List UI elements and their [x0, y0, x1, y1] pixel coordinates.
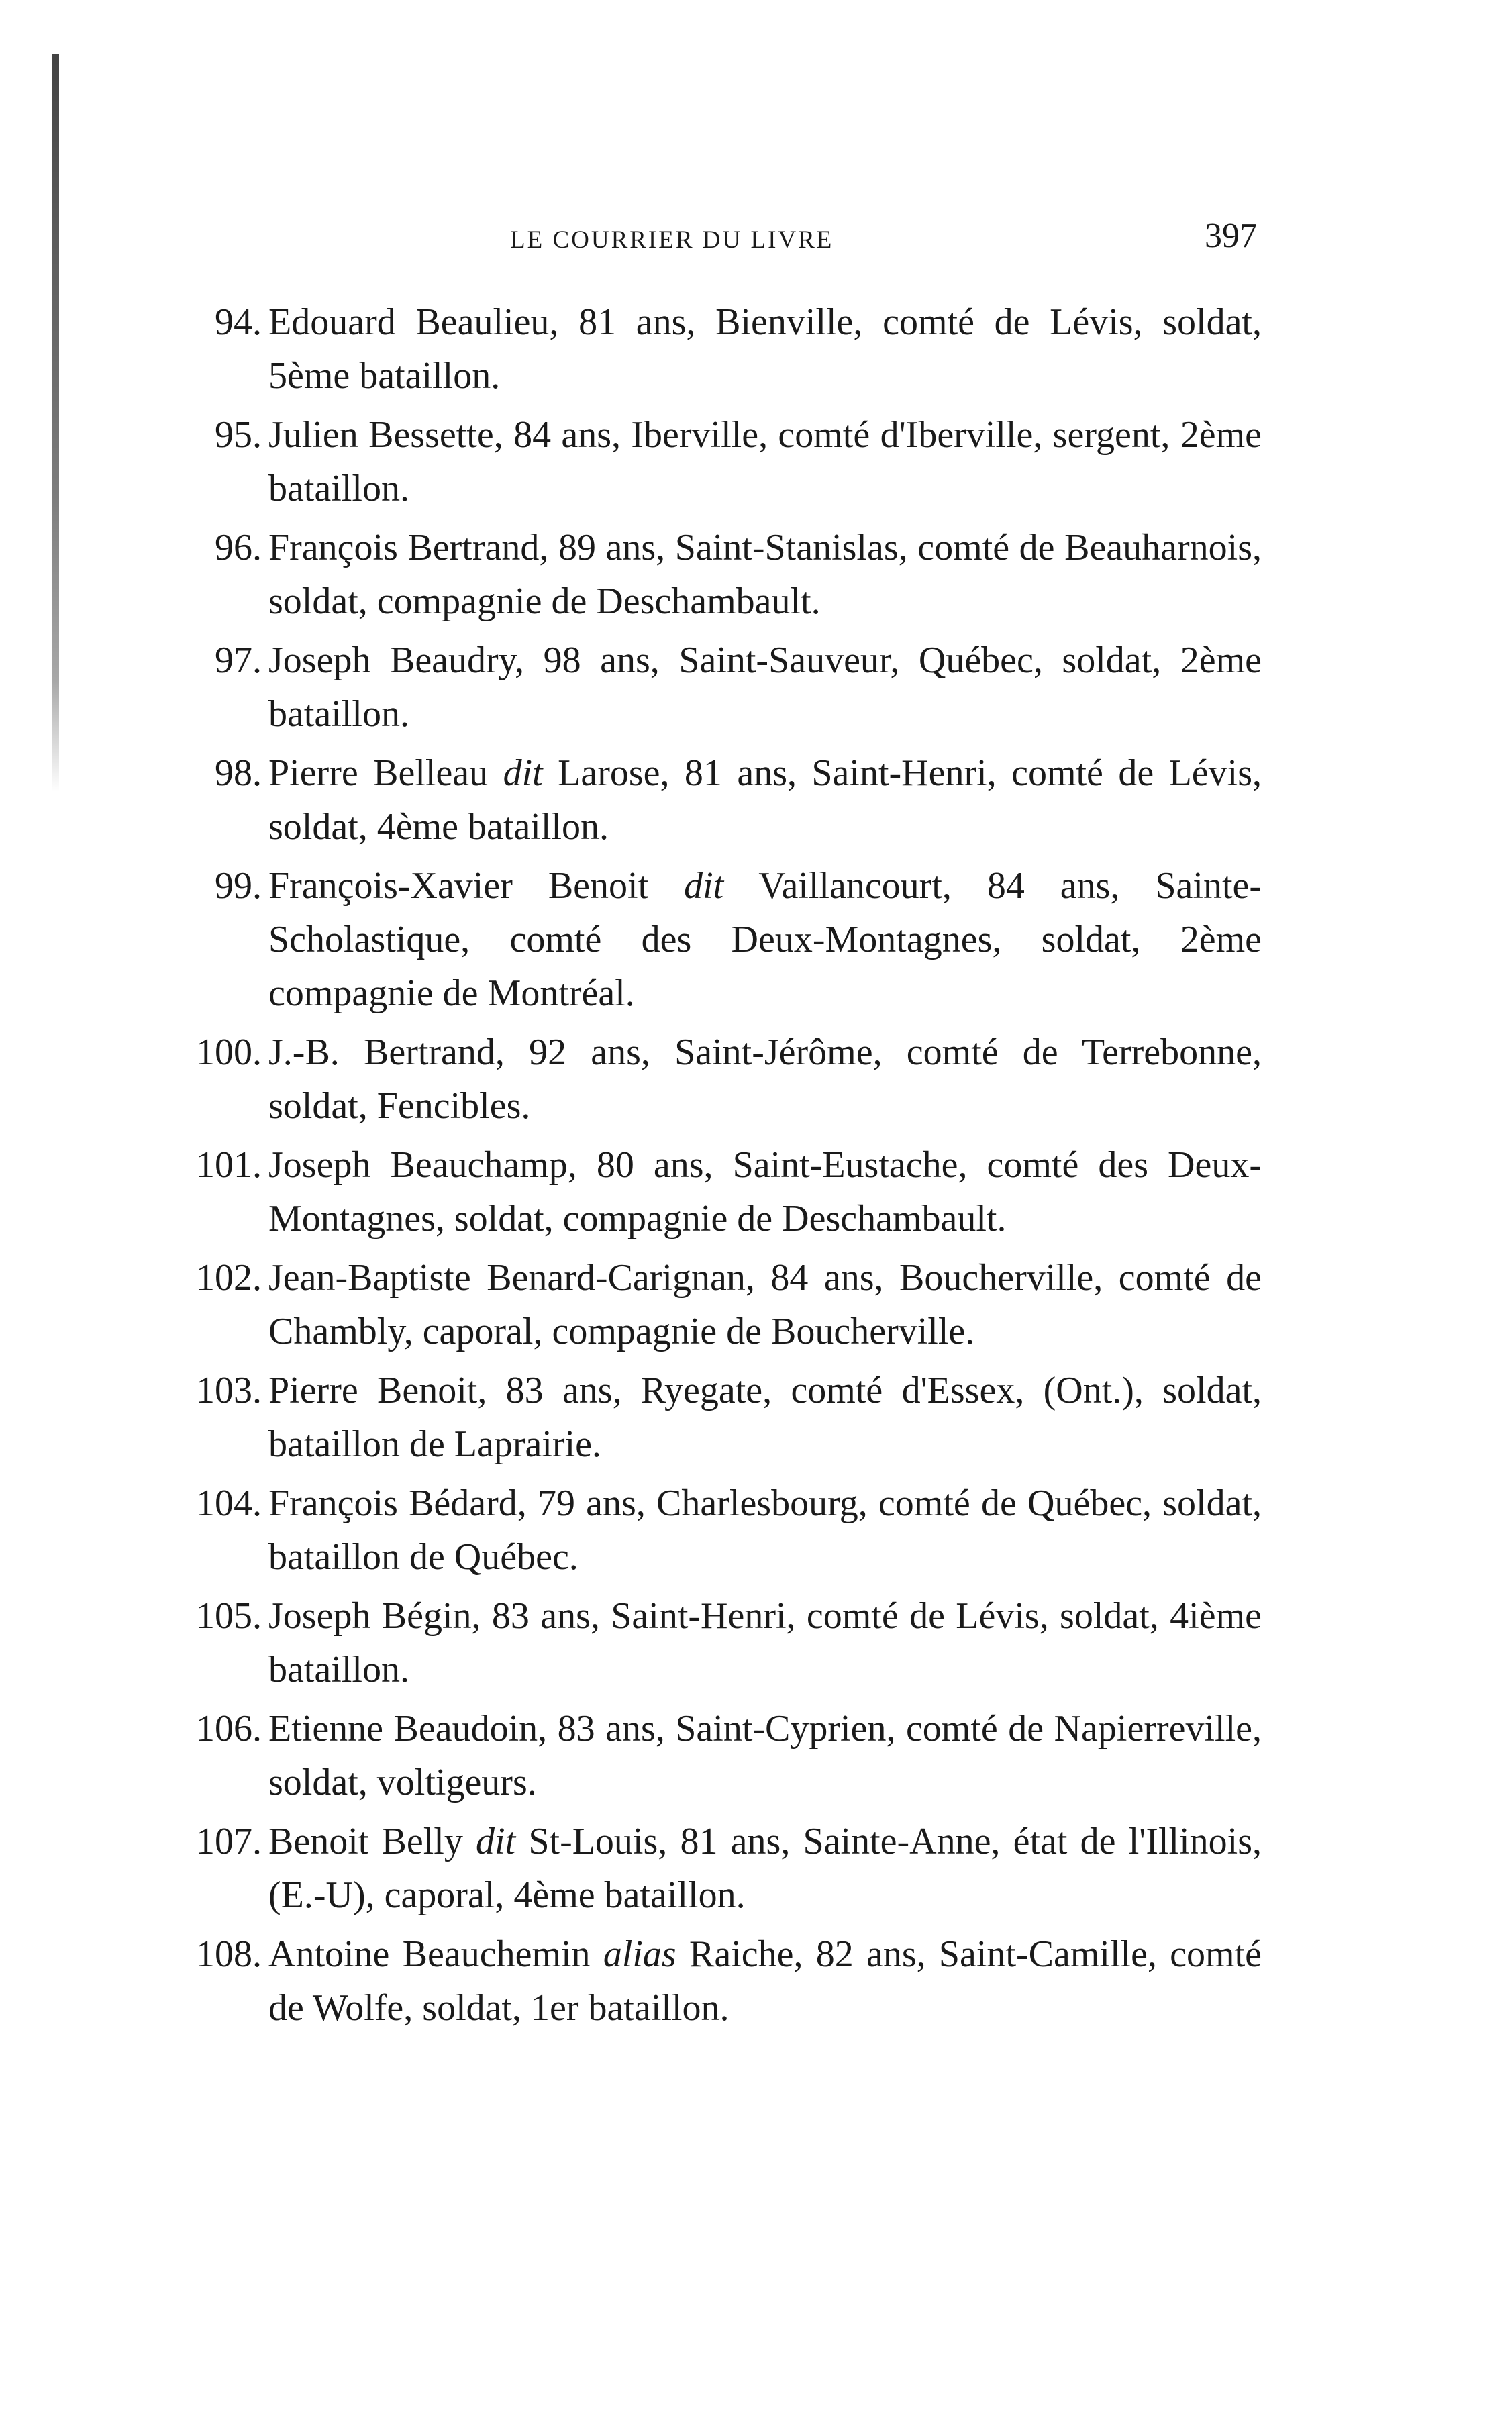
entry-number: 94.: [215, 301, 262, 343]
entry-text: François Bédard, 79 ans, Charlesbourg, comté de Québec, soldat, bataillon de Québec.: [268, 1482, 1262, 1578]
entry-text: [268, 1815, 1262, 1922]
list-item: [174, 1476, 1262, 1584]
entry-number: 108.: [196, 1933, 262, 1975]
entry-number: 102.: [196, 1257, 262, 1299]
entry-text: Joseph Beaudry, 98 ans, Saint-Sauveur, Québec, soldat, 2ème bataillon.: [268, 640, 1262, 735]
entry-rest: Raiche, 82 ans, Saint-Camille, comté de Wolfe, soldat, 1er bataillon.: [268, 1933, 1262, 2029]
entry-text: François Bertrand, 89 ans, Saint-Stanislas, comté de Beauharnois, soldat, compagnie de Deschambault.: [268, 527, 1262, 622]
entry-text: Joseph Beauchamp, 80 ans, Saint-Eustache, comté des Deux-Montagnes, soldat, compagnie de Deschambault.: [268, 1144, 1262, 1240]
list-item: [174, 521, 1262, 628]
entry-text: [268, 746, 1262, 854]
entry-name: Benoit Belly: [268, 1821, 463, 1862]
entry-text: Etienne Beaudoin, 83 ans, Saint-Cyprien, comté de Napierreville, soldat, voltigeurs.: [268, 1708, 1262, 1803]
entry-text: J.-B. Bertrand, 92 ans, Saint-Jérôme, comté de Terrebonne, soldat, Fencibles.: [268, 1031, 1262, 1127]
entry-connector: alias: [603, 1933, 676, 1975]
entry-list: [174, 295, 1262, 2040]
list-item: [174, 408, 1262, 515]
entry-number: 98.: [215, 752, 262, 794]
entry-connector: dit: [476, 1821, 516, 1862]
list-item: [174, 1589, 1262, 1697]
entry-connector: dit: [503, 752, 543, 794]
entry-number: 106.: [196, 1708, 262, 1750]
list-item: [174, 1138, 1262, 1246]
entry-name: Antoine Beauchemin: [268, 1933, 591, 1975]
entry-number: 104.: [196, 1482, 262, 1524]
list-item: [174, 634, 1262, 741]
entry-text: [268, 1927, 1262, 2035]
entry-name: Pierre Belleau: [268, 752, 489, 794]
entry-rest: St-Louis, 81 ans, Sainte-Anne, état de l'Illinois, (E.-U), caporal, 4ème bataillon.: [268, 1821, 1262, 1916]
list-item: [174, 1251, 1262, 1358]
list-item: [174, 1025, 1262, 1133]
entry-number: 99.: [215, 865, 262, 907]
entry-rest: Larose, 81 ans, Saint-Henri, comté de Lévis, soldat, 4ème bataillon.: [268, 752, 1262, 848]
entry-text: Pierre Benoit, 83 ans, Ryegate, comté d'Essex, (Ont.), soldat, bataillon de Laprairie.: [268, 1370, 1262, 1465]
list-item: [174, 295, 1262, 403]
entry-number: 95.: [215, 414, 262, 456]
list-item: [174, 1364, 1262, 1471]
page-edge-shadow: [52, 54, 59, 792]
entry-number: 101.: [196, 1144, 262, 1186]
entry-number: 103.: [196, 1370, 262, 1411]
entry-number: 96.: [215, 527, 262, 568]
entry-number: 97.: [215, 640, 262, 681]
entry-text: Jean-Baptiste Benard-Carignan, 84 ans, Boucherville, comté de Chambly, caporal, compagnie de Boucherville.: [268, 1257, 1262, 1352]
list-item: [174, 746, 1262, 854]
list-item: [174, 859, 1262, 1020]
entry-number: 107.: [196, 1821, 262, 1862]
entry-text: Joseph Bégin, 83 ans, Saint-Henri, comté de Lévis, soldat, 4ième bataillon.: [268, 1595, 1262, 1690]
entry-number: 100.: [196, 1031, 262, 1073]
list-item: [174, 1927, 1262, 2035]
running-head: LE COURRIER DU LIVRE: [510, 226, 834, 254]
list-item: [174, 1702, 1262, 1809]
list-item: [174, 1815, 1262, 1922]
entry-connector: dit: [684, 865, 724, 907]
page-header: [0, 217, 1512, 262]
entry-rest: Vaillancourt, 84 ans, Sainte-Scholastique, comté des Deux-Montagnes, soldat, 2ème compagnie de Montréal.: [268, 865, 1262, 1014]
entry-text: [268, 859, 1262, 1020]
entry-text: Julien Bessette, 84 ans, Iberville, comté d'Iberville, sergent, 2ème bataillon.: [268, 414, 1262, 509]
entry-number: 105.: [196, 1595, 262, 1637]
page-number: 397: [1205, 217, 1257, 255]
entry-name: François-Xavier Benoit: [268, 865, 649, 907]
entry-text: Edouard Beaulieu, 81 ans, Bienville, comté de Lévis, soldat, 5ème bataillon.: [268, 301, 1262, 397]
